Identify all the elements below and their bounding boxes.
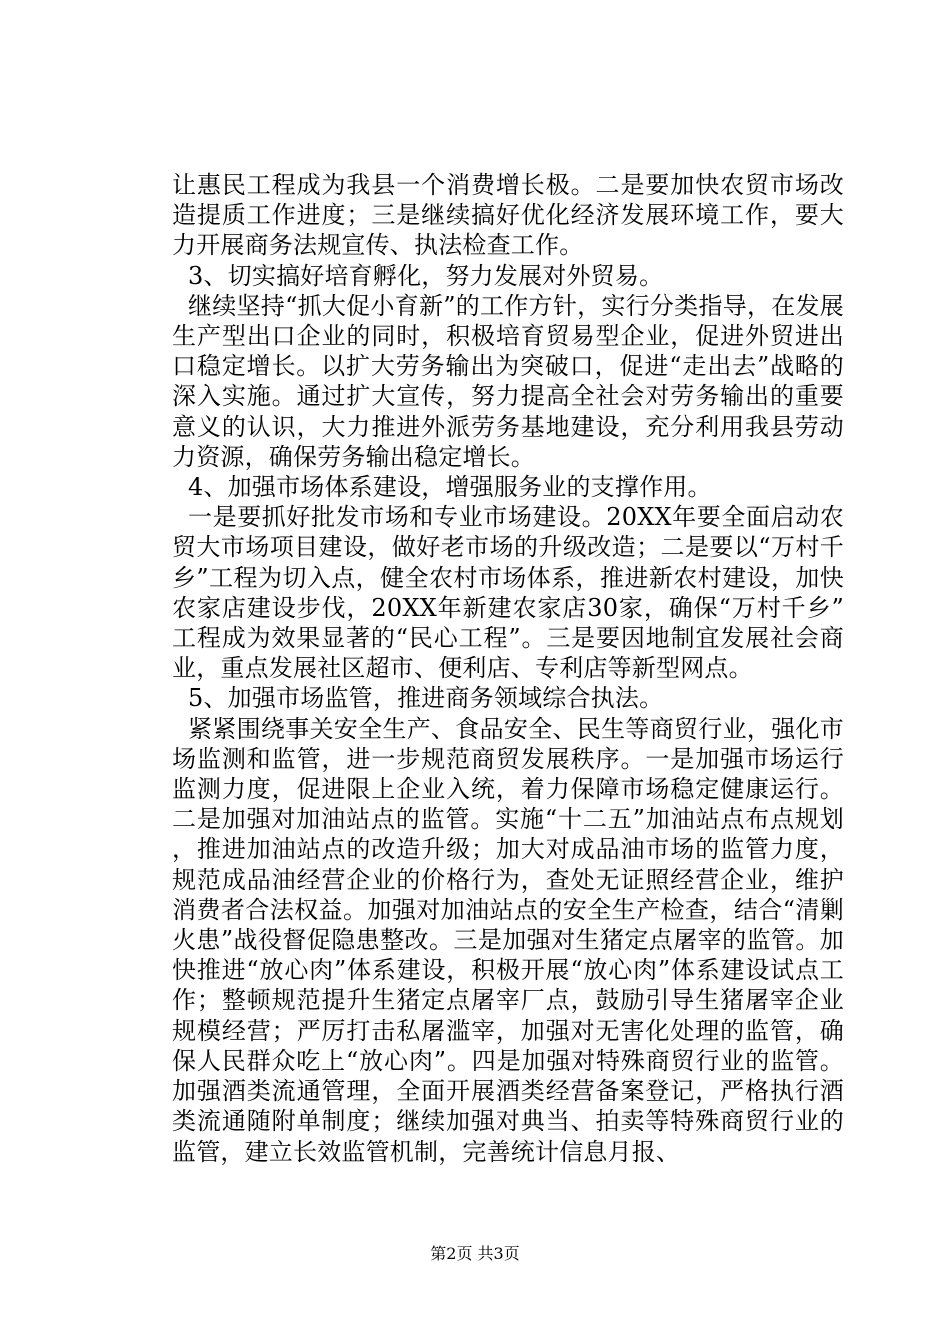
paragraph-foreign-trade: 继续坚持“抓大促小育新”的工作方针，实行分类指导，在发展生产型出口企业的同时，积极培育贸易型企业，促进外贸进出口稳定增长。以扩大劳务输出为突破口，促进“走出去”战略的深入实施。通过扩大宣传，努力提高全社会对劳务输出的重要意义的认识，大力推进外派劳务基地建设，充分利用我县劳动力资源，确保劳务输出稳定增长。 — [172, 291, 844, 471]
paragraph-market-supervision: 紧紧围绕事关安全生产、食品安全、民生等商贸行业，强化市场监测和监管，进一步规范商贸发展秩序。一是加强市场运行监测力度，促进限上企业入统，着力保障市场稳定健康运行。二是加强对加油站点的监管。实施“十二五”加油站点布点规划，推进加油站点的改造升级；加大对成品油市场的监管力度，规范成品油经营企业的价格行为，查处无证照经营企业，维护消费者合法权益。加强对加油站点的安全生产检查，结合“清剿火患”战役督促隐患整改。三是加强对生猪定点屠宰的监管。加快推进“放心肉”体系建设，积极开展“放心肉”体系建设试点工作；整顿规范提升生猪定点屠宰厂点，鼓励引导生猪屠宰企业规模经营；严厉打击私屠滥宰，加强对无害化处理的监管，确保人民群众吃上“放心肉”。四是加强对特殊商贸行业的监管。加强酒类流通管理，全面开展酒类经营备案登记，严格执行酒类流通随附单制度；继续加强对典当、拍卖等特殊商贸行业的监管，建立长效监管机制，完善统计信息月报、 — [172, 714, 844, 1166]
section-heading-5: 5、加强市场监管，推进商务领域综合执法。 — [188, 684, 664, 713]
page-number-footer: 第2页 共3页 — [430, 1244, 520, 1263]
section-heading-4: 4、加强市场体系建设，增强服务业的支撑作用。 — [188, 473, 712, 502]
document-body — [172, 170, 844, 1167]
paragraph-continuation: 让惠民工程成为我县一个消费增长极。二是要加快农贸市场改造提质工作进度；三是继续搞好优化经济发展环境工作，要大力开展商务法规宣传、执法检查工作。 — [172, 171, 844, 260]
section-heading-3: 3、切实搞好培育孵化，努力发展对外贸易。 — [188, 261, 664, 290]
paragraph-market-system: 一是要抓好批发市场和专业市场建设。20XX年要全面启动农贸大市场项目建设，做好老市场的升级改造；二是要以“万村千乡”工程为切入点，健全农村市场体系，推进新农村建设，加快农家店建设步伐，20XX年新建农家店30家，确保“万村千乡”工程成为效果显著的“民心工程”。三是要因地制宜发展社会商业，重点发展社区超市、便利店、专利店等新型网点。 — [172, 503, 844, 683]
